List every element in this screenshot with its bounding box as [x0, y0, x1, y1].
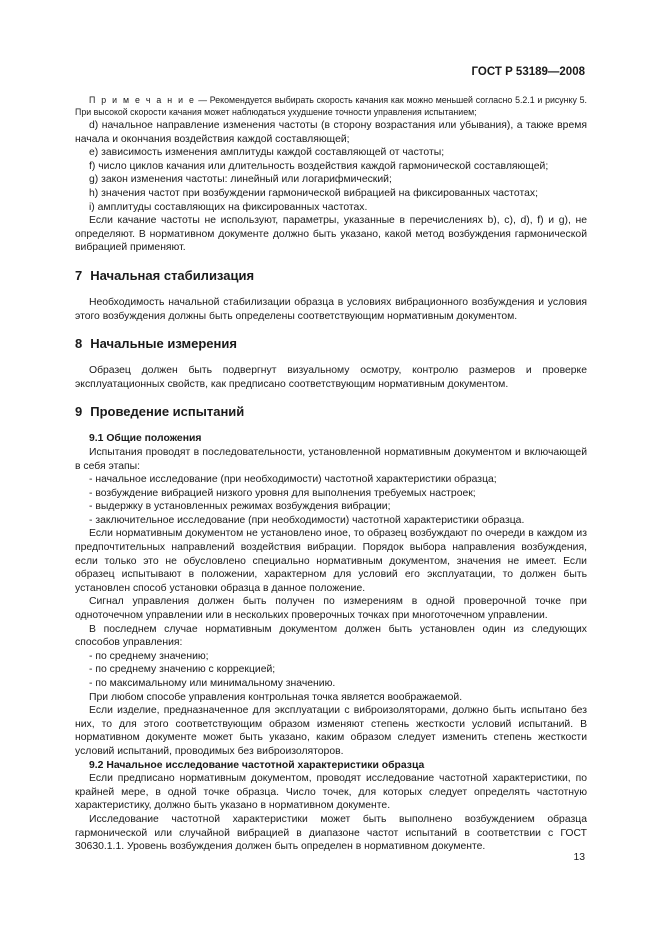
list-item: e) зависимость изменения амплитуды каждой составляющей от частоты; [89, 147, 445, 159]
paragraph: Если изделие, предназначенное для эксплуатации с виброизоляторами, должно быть испытано без них, то для этого соответствующим образом изменяют степень жесткости условий испытаний. В нормативном документе может быть указано, каким образом следует изменить степень жесткости условий испытаний, проводимых без виброизоляторов. [75, 705, 587, 757]
section-title: Начальные измерения [90, 336, 237, 352]
section-number: 8 [75, 336, 83, 352]
section-number: 7 [75, 267, 83, 283]
section-title: Начальная стабилизация [90, 267, 255, 283]
paragraph: Образец должен быть подвергнут визуальному осмотру, контролю размеров и проверке эксплуатационных свойств, как предписано соответствующим нормативным документом. [75, 365, 587, 390]
paragraph: При любом способе управления контрольная точка является воображаемой. [89, 691, 463, 703]
note-paragraph [75, 94, 587, 118]
paragraph: Если предписано нормативным документом, проводят исследование частотной характеристики, по крайней мере, в одной точке образца. Число точек, для которых следует определять частотную характеристику, должно быть указано в нормативном документе. [75, 773, 587, 812]
standard-designation: ГОСТ Р 53189—2008 [471, 66, 585, 78]
note-text: — Рекомендуется выбирать скорость качания как можно меньшей согласно 5.2.1 и рисунку 5. При высокой скорости качания может наблюдаться ухудшение точности управления испытанием; [75, 95, 587, 117]
list-item: - по максимальному или минимальному значению. [89, 678, 336, 689]
list-item: - возбуждение вибрацией низкого уровня для выполнения требуемых настроек; [89, 487, 476, 499]
list-item: d) начальное направление изменения частоты (в сторону возрастания или убывания), а также время начала и окончания воздействия каждой составляющей; [75, 120, 587, 145]
list-item: - начальное исследование (при необходимости) частотной характеристики образца; [89, 474, 497, 486]
list-item: i) амплитуды составляющих на фиксированных частотах. [89, 201, 368, 213]
page-content [75, 94, 587, 854]
section-heading [75, 336, 587, 352]
list-item: - по среднему значению с коррекцией; [89, 664, 276, 676]
note-label: П р и м е ч а н и е [89, 95, 196, 105]
section-title: Проведение испытаний [90, 404, 245, 420]
paragraph: Сигнал управления должен быть получен по измерениям в одной проверочной точке при одноточечном управлении или в нескольких проверочных точках при многоточечном управлении. [75, 596, 587, 622]
paragraph: Если нормативным документом не установлено иное, то образец возбуждают по очереди в каждом из предпочтительных направлений воздействия вибрации. Порядок выбора направления возбуждения, если только это не обусловлено специально нормативным документом, значения не имеет. Если образец испытывают в положении, характерном для условий его эксплуатации, то должен быть установлен способ установки образца в данное положение. [75, 528, 587, 594]
list-item: h) значения частот при возбуждении гармонической вибрацией на фиксированных частотах; [89, 187, 538, 199]
section-number: 9 [75, 404, 83, 420]
subsection-heading: 9.1 Общие положения [89, 433, 202, 445]
page-number: 13 [573, 852, 585, 863]
paragraph: Необходимость начальной стабилизации образца в условиях вибрационного возбуждения и условия этого возбуждения должны быть определены соответствующим нормативным документом. [75, 296, 587, 322]
list-item: - заключительное исследование (при необходимости) частотной характеристики образца. [89, 514, 525, 526]
paragraph: Если качание частоты не используют, параметры, указанные в перечислениях b), c), d), f) и g), не определяют. В нормативном документе должно быть указано, какой метод возбуждения гармонической вибрацией применяют. [75, 215, 587, 254]
list-item: - по среднему значению; [89, 650, 209, 662]
section-heading [75, 404, 587, 420]
paragraph: Испытания проводят в последовательности, установленной нормативным документом и включающей в себя этапы: [75, 446, 587, 472]
list-item: - выдержку в установленных режимах возбуждения вибрации; [89, 501, 391, 513]
section-heading [75, 268, 587, 284]
list-item: g) закон изменения частоты: линейный или логарифмический; [89, 174, 392, 186]
list-item: f) число циклов качания или длительность воздействия каждой гармонической составляющей; [89, 160, 549, 172]
paragraph: Исследование частотной характеристики может быть выполнено возбуждением образца гармонической или случайной вибрацией в диапазоне частот испытаний в соответствии с ГОСТ 30630.1.1. Уровень возбуждения должен быть определен в нормативном документе. [75, 813, 587, 853]
paragraph: В последнем случае нормативным документом должен быть установлен один из следующих способов управления: [75, 623, 587, 649]
subsection-heading: 9.2 Начальное исследование частотной характеристики образца [89, 759, 425, 771]
